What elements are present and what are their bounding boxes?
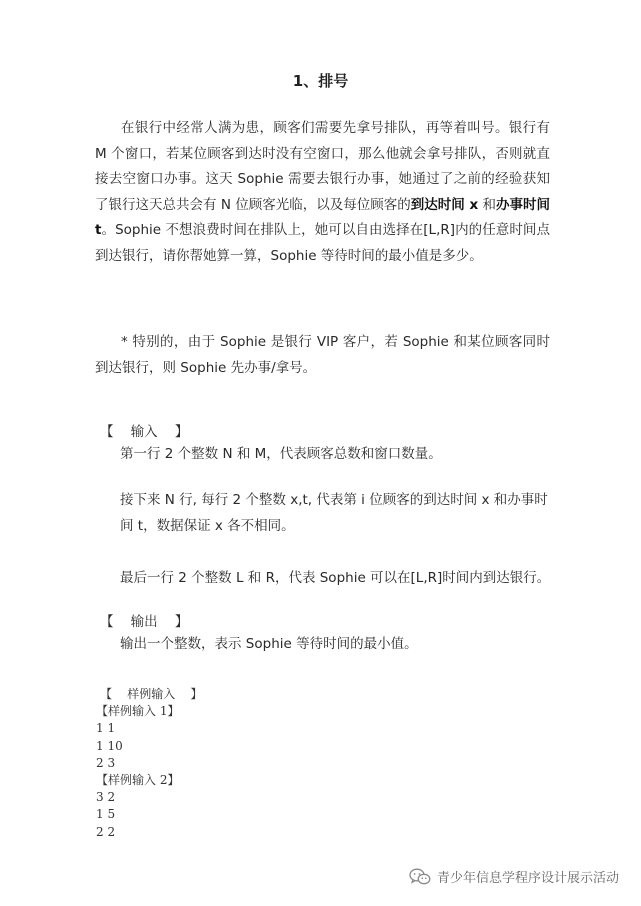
sample-heading: 【 样例输入 】 <box>100 687 203 701</box>
input-line-3: 最后一行 2 个整数 L 和 R，代表 Sophie 可以在[L,R]时间内到达银行。 <box>120 570 551 586</box>
input-heading: 【 输入 】 <box>100 424 189 440</box>
vip-note-paragraph: * 特别的，由于 Sophie 是银行 VIP 客户，若 Sophie 和某位顾客同时到达银行，则 Sophie 先办事/拿号。 <box>95 334 550 376</box>
input-line-2: 接下来 N 行, 每行 2 个整数 x,t, 代表第 i 位顾客的到达时间 x 和办事时间 t，数据保证 x 各不相同。 <box>120 492 548 534</box>
output-line-1: 输出一个整数，表示 Sophie 等待时间的最小值。 <box>120 636 418 652</box>
wechat-icon <box>409 868 431 886</box>
input-line-1: 第一行 2 个整数 N 和 M，代表顾客总数和窗口数量。 <box>120 446 442 462</box>
sample-line: 1 10 <box>96 738 123 753</box>
service-time-label: 办事时间 t <box>95 196 550 238</box>
sample-line: 【样例输入 2】 <box>96 773 180 788</box>
problem-title: 1、排号 <box>292 72 349 90</box>
sample-line: 2 2 <box>96 824 116 839</box>
description-paragraph <box>95 116 550 269</box>
sample-input-block <box>96 686 203 841</box>
description-and: 和 <box>478 196 496 213</box>
sample-line: 1 5 <box>96 807 116 822</box>
arrival-time-label: 到达时间 x <box>410 196 479 213</box>
description-text-a: 在银行中经常人满为患，顾客们需要先拿号排队，再等着叫号。银行有 M 个窗口，若某位顾客到达时没有空窗口，那么他就会拿号排队，否则就直接去空窗口办事。这天 Sophie 需要去银行办事，她通过了之前的经验获知了银行这天总共会有 N 位顾客光临，以及每位顾客的 <box>95 120 550 213</box>
sample-line: 2 3 <box>96 755 116 770</box>
sample-line: 【样例输入 1】 <box>96 704 180 719</box>
sample-line: 3 2 <box>96 790 116 805</box>
watermark-text: 青少年信息学程序设计展示活动 <box>436 871 619 886</box>
sample-line: 1 1 <box>96 721 116 736</box>
description-text-b: 。Sophie 不想浪费时间在排队上，她可以自由选择在[L,R]内的任意时间点到达银行，请你帮她算一算，Sophie 等待时间的最小值是多少。 <box>95 222 550 264</box>
output-heading: 【 输出 】 <box>100 614 189 630</box>
watermark-footer <box>409 867 619 886</box>
